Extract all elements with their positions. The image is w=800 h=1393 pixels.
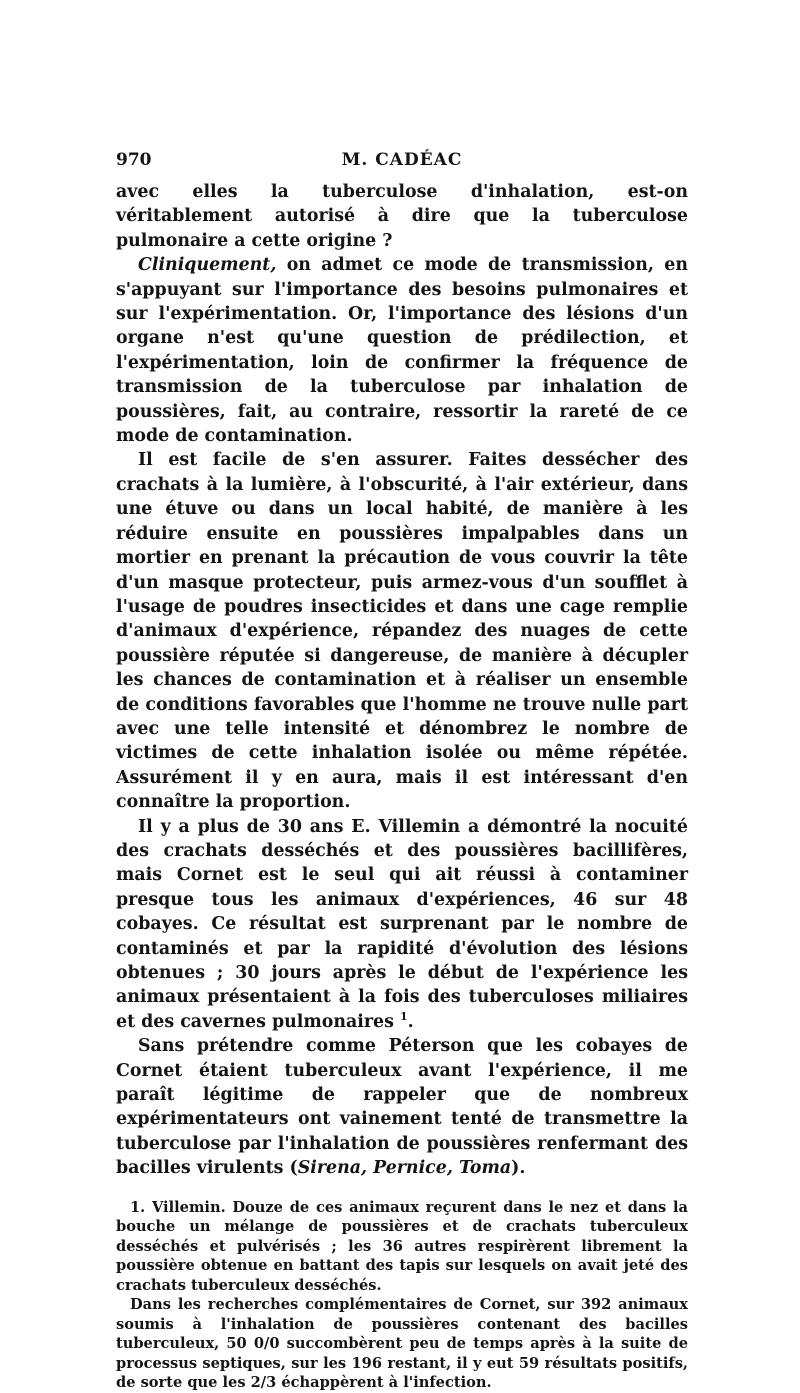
footnote: 1. Villemin. Douze de ces animaux reçurent dans le nez et dans la bouche un mélange de poussières et de crachats tuberculeux desséchés et pulvérisés ; les 36 autres respirèrent librement la poussière obtenue en battant des tapis sur lesquels on avait jeté des crachats tuberculeux desséchés. <box>116 1198 688 1294</box>
emphasis-text: Cliniquement, <box>138 255 277 276</box>
page-header <box>116 150 688 180</box>
body-text <box>116 180 688 1181</box>
paragraph-text: ). <box>511 1158 526 1179</box>
paragraph <box>116 815 688 1035</box>
paragraph <box>116 1034 688 1180</box>
paragraph-text: Sans prétendre comme Péterson que les cobayes de Cornet étaient tuberculeux avant l'expérience, il me paraît légitime de rappeler que de nombreux expérimentateurs ont vainement tenté de transmettre la tuberculose par l'inhalation de poussières renfermant des bacilles virulents ( <box>116 1036 688 1179</box>
paragraph-text: on admet ce mode de transmission, en s'appuyant sur l'importance des besoins pulmonaires et sur l'expérimentation. Or, l'importance des lésions d'un organe n'est qu'une question de prédilection, et l'expérimentation, loin de confirmer la fréquence de transmission de la tuberculose par inhalation de poussières, fait, au contraire, ressortir la rareté de ce mode de contamination. <box>116 255 688 447</box>
page-number: 970 <box>116 150 152 170</box>
running-head: M. CADÉAC <box>341 150 463 170</box>
paragraph-text: avec elles la tuberculose d'inhalation, est-on véritablement autorisé à dire que la tuberculose pulmonaire a cette origine ? <box>116 182 688 251</box>
paragraph-text: . <box>407 1011 414 1032</box>
paragraph-text: Il y a plus de 30 ans E. Villemin a démontré la nocuité des crachats desséchés et des poussières bacillifères, mais Cornet est le seul qui ait réussi à contaminer presque tous les animaux d'expériences, 46 sur 48 cobayes. Ce résultat est surprenant par le nombre de contaminés et par la rapidité d'évolution des lésions obtenues ; 30 jours après le début de l'expérience les animaux présentaient à la fois des tuberculoses miliaires et des cavernes pulmonaires <box>116 816 688 1032</box>
emphasis-text: Sirena, Pernice, Toma <box>297 1158 512 1179</box>
footnotes <box>116 1198 688 1393</box>
paragraph <box>116 448 688 814</box>
paragraph-text: Il est facile de s'en assurer. Faites dessécher des crachats à la lumière, à l'obscurité, à l'air extérieur, dans une étuve ou dans un local habité, de manière à les réduire ensuite en poussières impalpables dans un mortier en prenant la précaution de vous couvrir la tête d'un masque protecteur, puis armez-vous d'un soufflet à l'usage de poudres insecticides et dans une cage remplie d'animaux d'expérience, répandez des nuages de cette poussière réputée si dangereuse, de manière à décupler les chances de contamination et à réaliser un ensemble de conditions favorables que l'homme ne trouve nulle part avec une telle intensité et dénombrez le nombre de victimes de cette inhalation isolée ou même répétée. Assurément il y en aura, mais il est intéressant d'en connaître la proportion. <box>116 450 688 813</box>
paragraph <box>116 180 688 253</box>
paragraph <box>116 253 688 448</box>
book-page <box>116 150 688 1393</box>
footnote: Dans les recherches complémentaires de Cornet, sur 392 animaux soumis à l'inhalation de poussières contenant des bacilles tuberculeux, 50 0/0 succombèrent peu de temps après à la suite de processus septiques, sur les 196 restant, il y eut 59 résultats positifs, de sorte que les 2/3 échappèrent à l'infection. <box>116 1296 688 1392</box>
footnote-reference: 1 <box>399 1010 408 1024</box>
